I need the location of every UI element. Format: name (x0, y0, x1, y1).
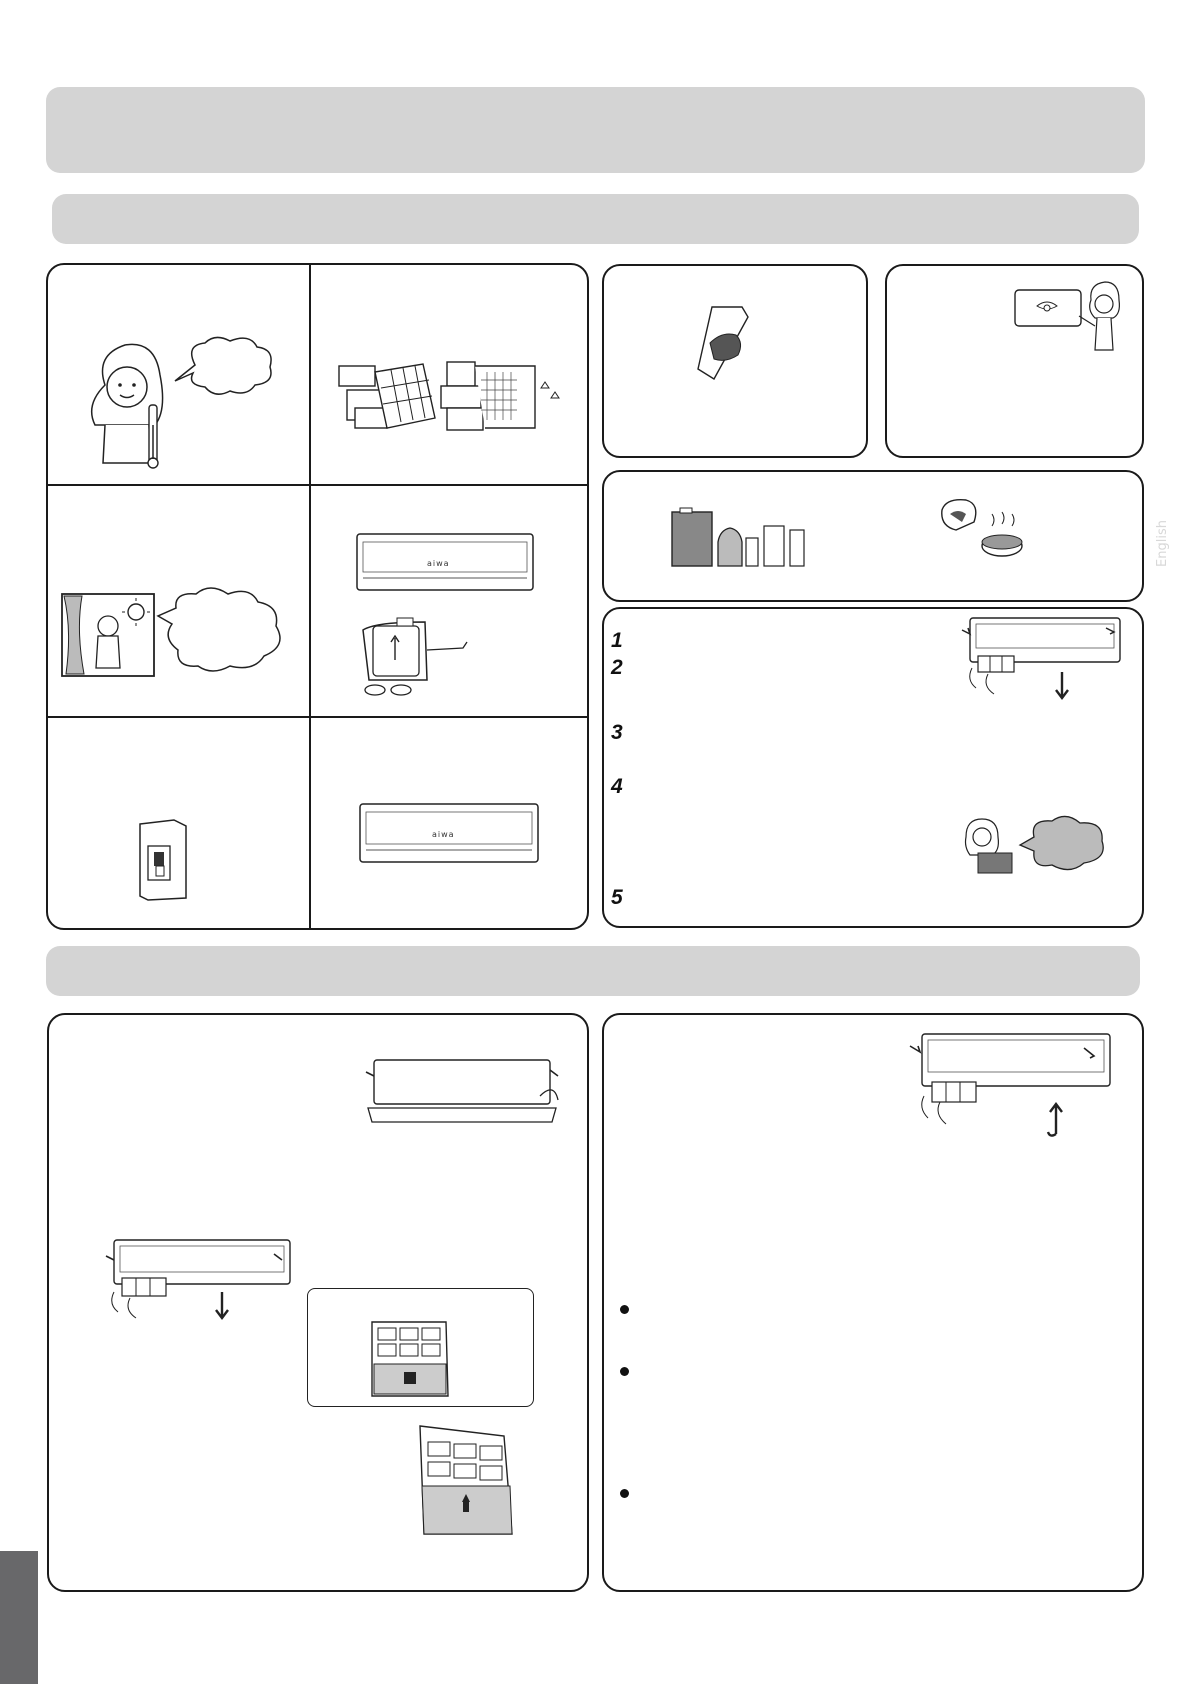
filter-insert-icon (416, 1422, 516, 1540)
girl-filter-icon (960, 815, 1110, 877)
furniture-blocking-unit-icon (335, 358, 565, 438)
girl-cleaning-panel-icon (1013, 280, 1133, 354)
step-number-2: 2 (611, 656, 623, 679)
step-number-1: 1 (611, 629, 623, 652)
step-number-4: 4 (611, 775, 623, 798)
section-banner-tips (52, 194, 1139, 244)
step-number-3: 3 (611, 721, 623, 744)
indoor-unit-remote-icon (355, 530, 535, 705)
filter-pull-icon (104, 1236, 294, 1334)
bullet-2 (620, 1367, 629, 1376)
grid-divider-h2 (48, 716, 587, 718)
step-number-5: 5 (611, 886, 623, 909)
bullet-3 (620, 1489, 629, 1498)
page-side-tab (0, 1551, 38, 1684)
indoor-unit-icon (358, 800, 540, 868)
circuit-breaker-icon (138, 820, 188, 902)
brand-logo-1: aiwa (427, 559, 450, 568)
panel-close-icon (904, 1030, 1116, 1138)
hot-water-kettle-icon (936, 496, 1026, 564)
bullet-1 (620, 1305, 629, 1314)
brand-logo-2: aiwa (432, 830, 455, 839)
wiping-cloth-icon (692, 303, 762, 383)
title-banner (46, 87, 1145, 173)
window-curtain-sun-icon (58, 590, 298, 680)
edge-language-label: English (1155, 520, 1170, 567)
filter-detail-icon (368, 1318, 452, 1400)
solvent-bottles-icon (670, 508, 810, 568)
panel-open-icon (364, 1056, 560, 1126)
grid-divider-h1 (48, 484, 587, 486)
indoor-unit-filter-removal-icon (958, 614, 1122, 704)
grid-divider-vertical (309, 265, 311, 928)
girl-thermometer-icon (75, 335, 285, 475)
section-banner-filter (46, 946, 1140, 996)
